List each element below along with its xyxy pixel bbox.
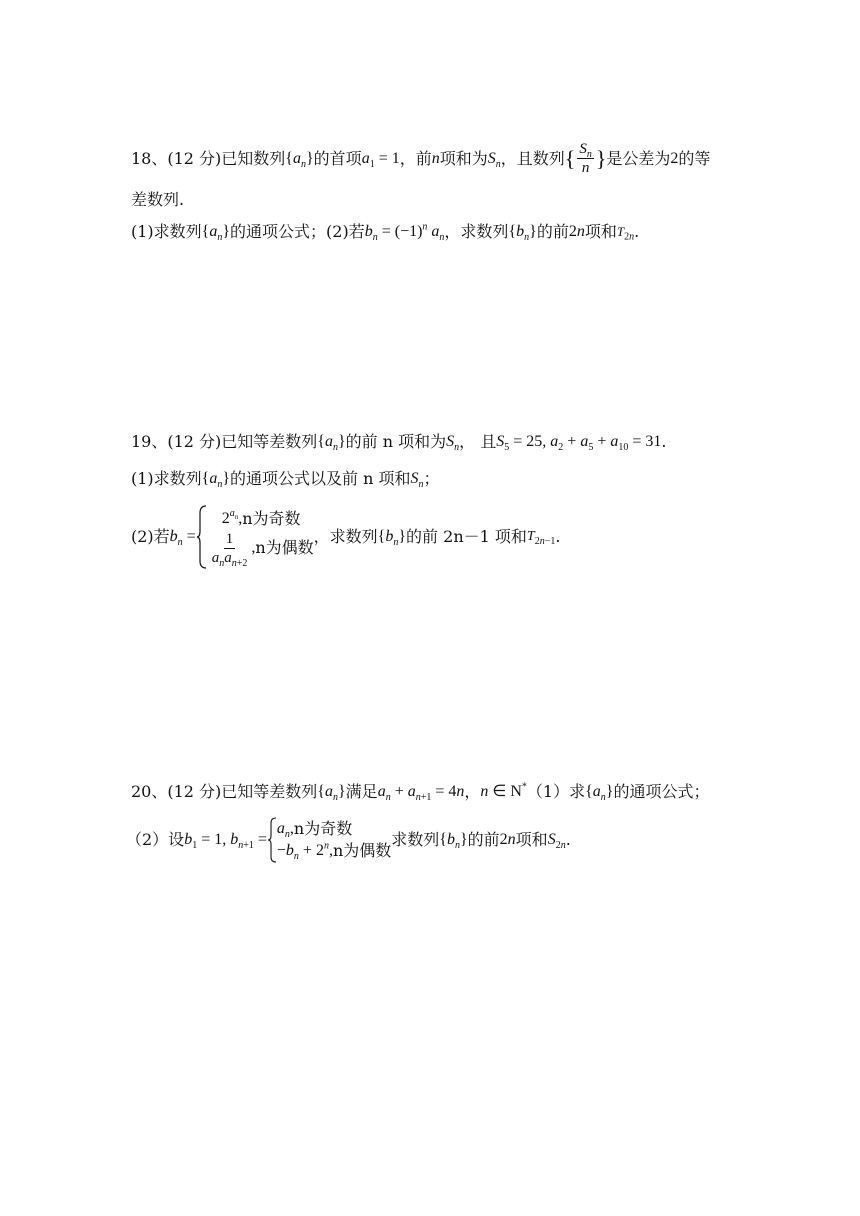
q19-end: . [661,432,667,451]
case-even: $-b_n + 2^n$, n为偶数 [276,840,392,863]
formula-a1: $a_1 = 1$ [361,149,400,170]
q19-part-2c: 的前 2n－1 项和 [406,527,527,546]
set-Sn-over-n: { $\frac{S_n}{n}$ } [564,141,607,176]
q18-text-1: 的首项 [313,148,362,168]
expr-2n: 2n [499,831,516,848]
q20-prefix: 20、(12 分)已知等差数列 [131,782,318,801]
set-bn: $\{b_n\}$ [508,223,537,244]
q18-text-4: ，且数列 [500,148,565,168]
formula-bn-lhs: $b_n$ = [169,528,196,549]
var-n: n [431,149,440,167]
case-odd: $2^{a_n}$, n为奇数 [221,508,301,528]
q19-text-2: ， 且 [459,432,497,451]
case-even-label: n为偶数 [255,538,314,557]
var-Sn: $S_n$ [410,470,424,491]
q18-part-1e: 项和 [584,222,617,241]
formula-condition: $S_5 = 25$, $a_2 + a_5 + a_{10} = 31$ [496,433,662,454]
q19-part-2b: ，求数列 [313,527,378,546]
left-brace [267,817,277,863]
formula-n-domain: n ∈ N* [480,781,527,800]
q18-part-1b: 的通项公式；(2)若 [230,222,365,241]
q19-line1 [131,430,800,454]
case-even-label: n为偶数 [332,841,392,860]
case-odd-label: n为奇数 [293,819,353,838]
left-brace [196,505,208,569]
set-an: $\{a_n\}$ [585,783,614,804]
q20-part-2c: 的前 [467,830,500,849]
set-an: $\{a_n\}$ [201,223,231,244]
q18-text-5: 是公差为 [606,148,671,168]
q20-part-2d: 项和 [515,830,548,849]
q20-part-2b: 求数列 [391,830,440,849]
q18-end: . [634,222,640,241]
q18-text-3: 项和为 [439,148,488,168]
piecewise-bn [196,502,314,572]
q19-part-1b: 的通项公式以及前 n 项和 [230,469,411,488]
var-T2n: $T_{2n}$ [616,224,635,243]
q18-part-1c: ，求数列 [444,222,509,241]
set-an: $\{a_n\}$ [285,149,314,170]
q19-part-1c: ； [423,469,440,488]
case-odd-label: n为奇数 [242,508,301,528]
q20-text-4: 的通项公式； [613,782,710,801]
q18-line3 [131,220,800,244]
q20-part-2end: . [565,830,571,849]
set-bn: $\{b_n\}$ [377,528,407,549]
q19-part-2end: . [555,527,561,546]
q19-part-2: (2)若 [131,527,170,546]
q19-prefix: 19、(12 分)已知等差数列 [131,432,318,451]
var-S2n: $S_{2n}$ [547,831,566,852]
formula-sum: $a_n + a_{n+1} = 4n$ [377,783,465,804]
q20-text-3: （1）求 [526,782,586,801]
set-bn: $\{b_n\}$ [439,831,468,852]
set-an: $\{a_n\}$ [201,470,231,491]
q18-part-1d: 的前 [536,222,569,241]
formula-bn: $b_n = (-1)^n$ $a_n$ [364,221,445,244]
q18-part-1: (1)求数列 [131,222,202,241]
var-Sn: $S_n$ [487,149,501,170]
formula-b-def: $b_1 = 1$, $b_{n+1}$ = [184,831,267,852]
q18-line2-text: 差数列. [131,190,185,209]
q20-line2 [126,816,800,864]
var-T2n-1: $T_{2n-1}$ [526,529,556,547]
q19-text-1: 的前 n 项和为 [345,432,447,451]
case-odd: $a_n$, n为奇数 [276,819,353,841]
q18-line1 [131,140,800,177]
q20-part-2: （2）设 [126,830,185,849]
set-an: $\{a_n\}$ [317,433,346,454]
q19-part-1: (1)求数列 [131,469,202,488]
q19-line2 [131,467,800,491]
q20-text-1: 满足 [345,782,378,801]
var-Sn: $S_n$ [446,433,460,454]
q18-text-6: 的等 [678,148,711,168]
set-an: $\{a_n\}$ [317,783,346,804]
q18-line2 [131,188,800,212]
q18-text-2: ，前 [399,148,432,168]
piecewise-b [267,816,391,864]
q18-prefix: 18、(12 分)已知数列 [131,148,286,168]
q20-text-2: ， [464,782,481,801]
number-2: 2 [670,149,679,167]
q19-line3 [131,502,800,572]
case-even: $\frac{1}{a_na_{n+2}}$ , n为偶数 [211,530,314,569]
expr-2n: 2n [568,223,585,240]
q20-line1 [131,780,800,804]
